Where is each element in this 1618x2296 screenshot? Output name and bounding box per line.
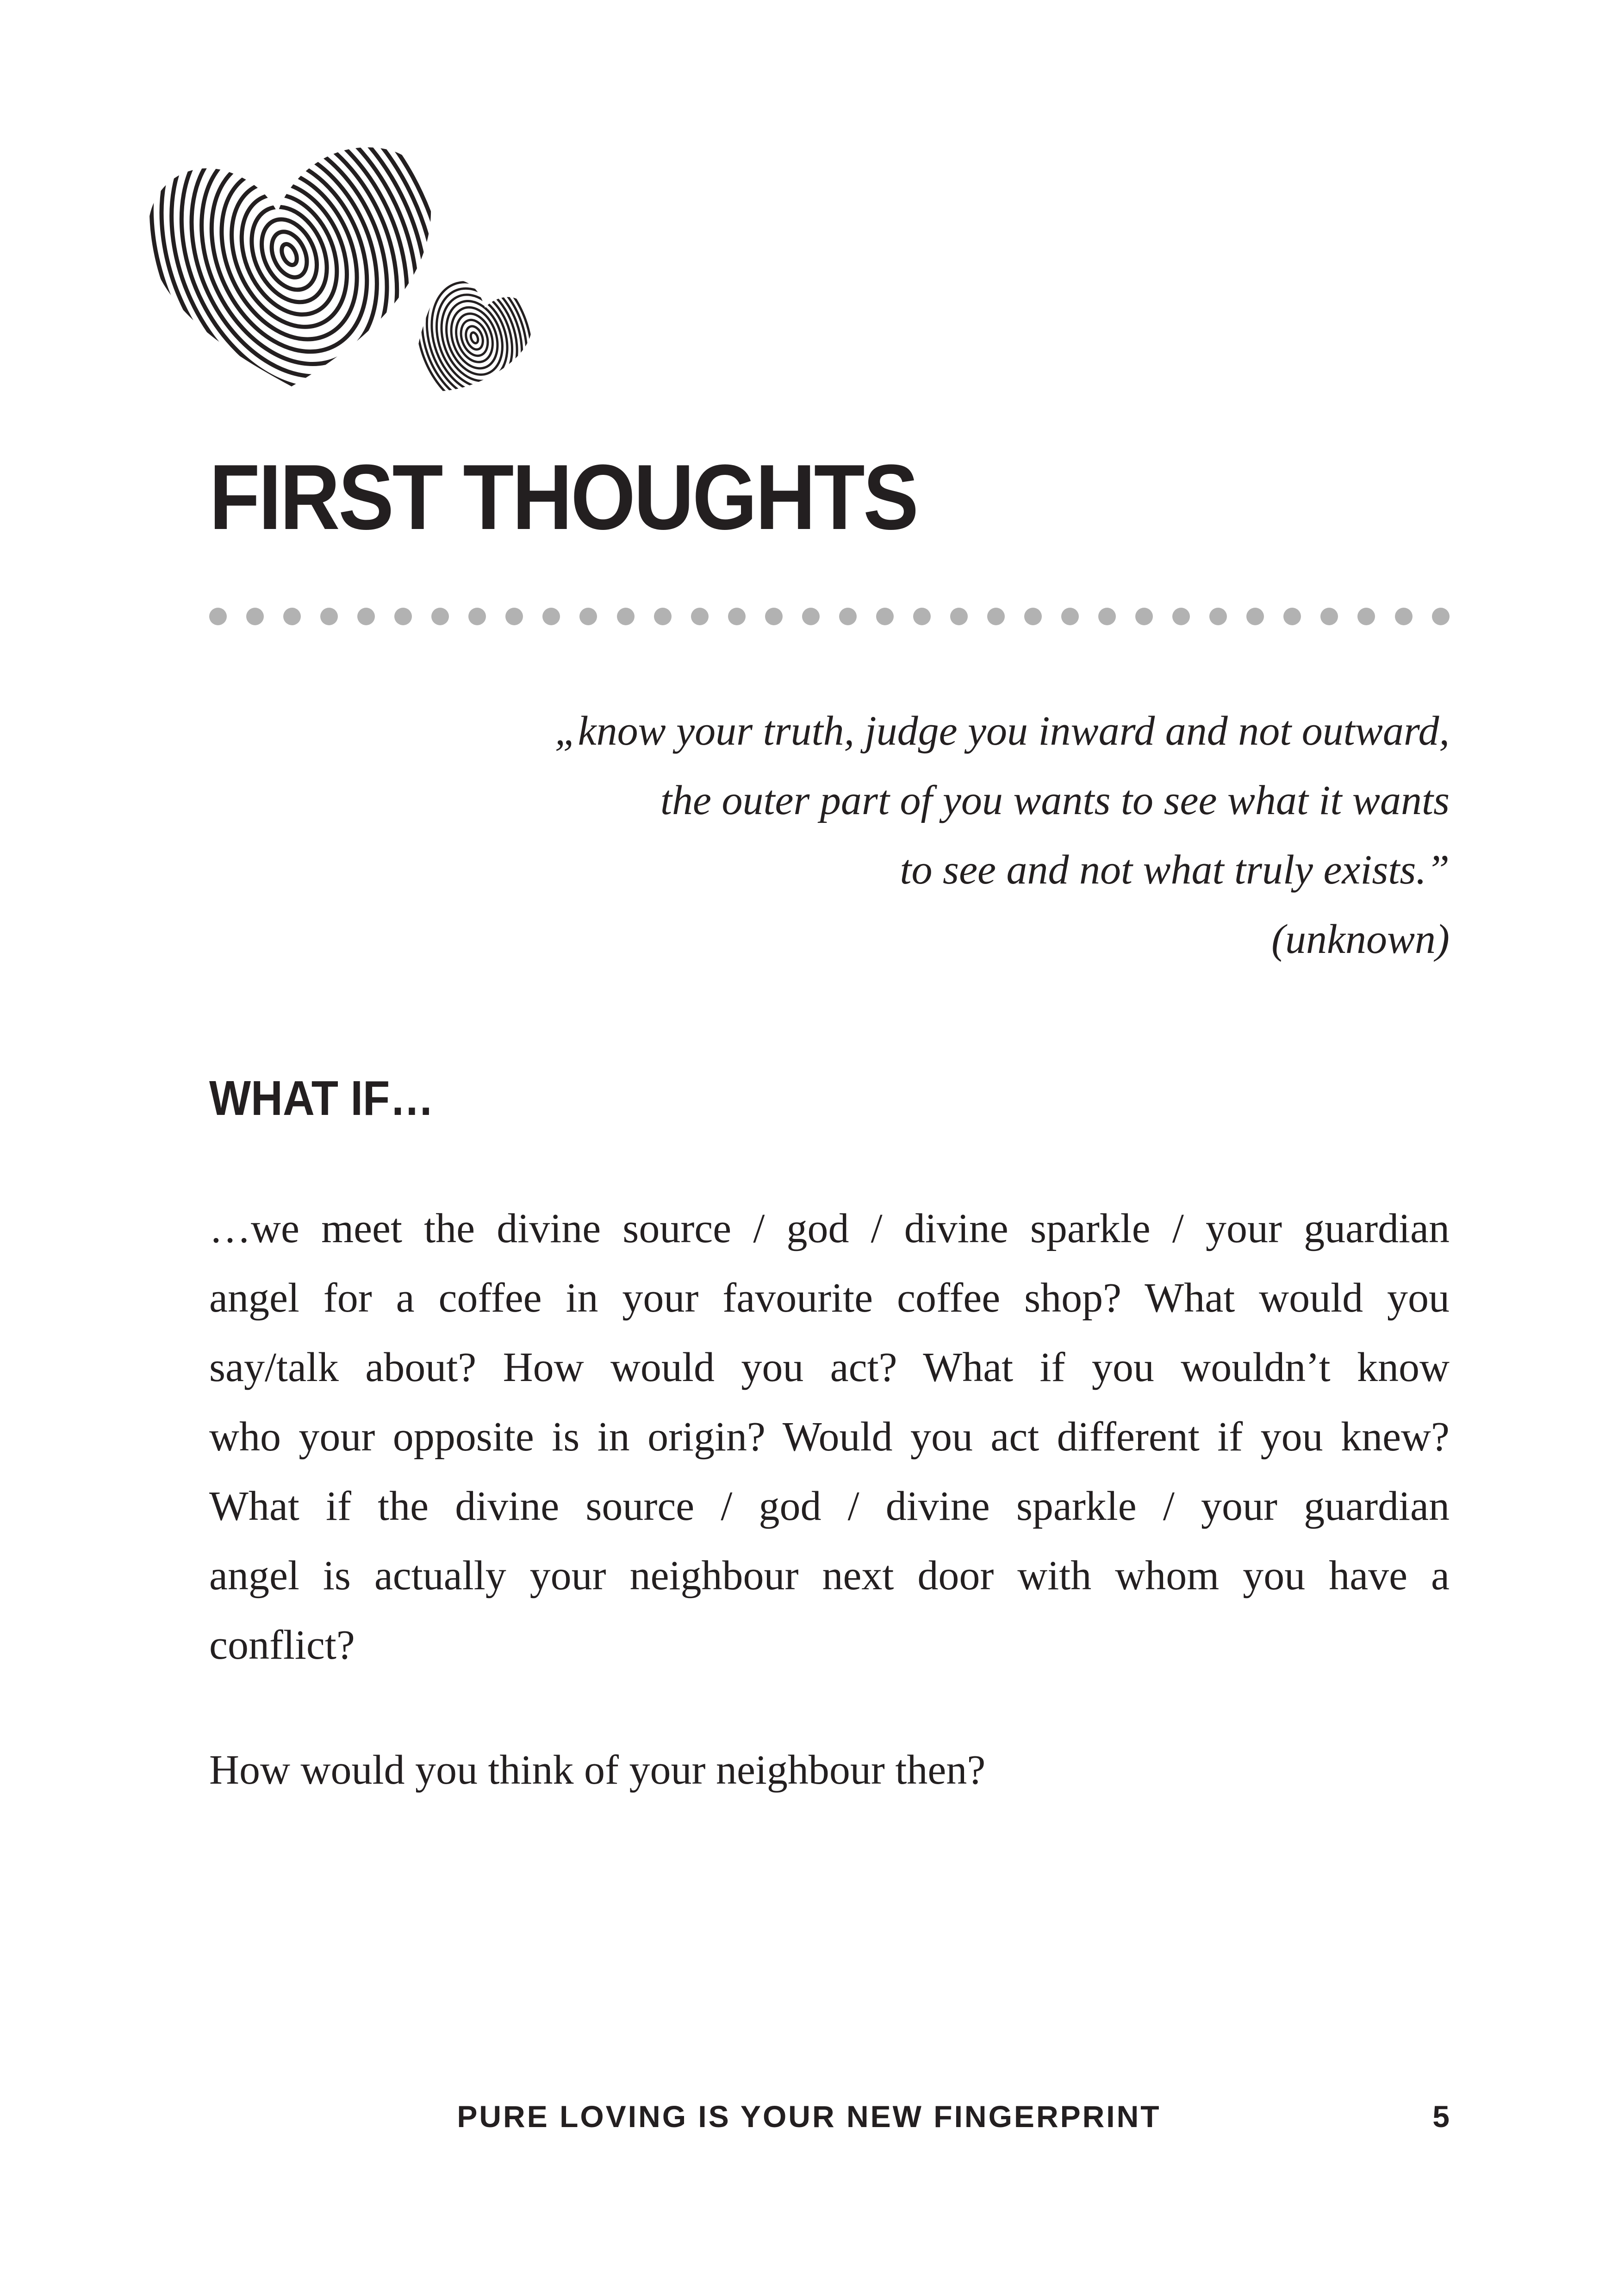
running-footer-title: PURE LOVING IS YOUR NEW FINGERPRINT [457, 2099, 1161, 2134]
paragraph-line: …we meet the divine source / god / divine sparkle / your guardian [209, 1206, 1450, 1251]
paragraph-line: angel is actually your neighbour next door with whom you have a [209, 1553, 1450, 1599]
quote-line: to see and not what truly exists.” [900, 847, 1450, 893]
fingerprint-hearts-icon [139, 139, 555, 398]
section-heading: WHAT IF… [209, 1071, 434, 1126]
paragraph-line: angel for a coffee in your favourite coffee shop? What would you [209, 1275, 1450, 1321]
paragraph-line: What if the divine source / god / divine sparkle / your guardian [209, 1483, 1450, 1529]
body-paragraph [209, 1194, 1450, 1680]
body-paragraph [209, 1736, 1450, 1805]
epigraph-quote [555, 697, 1450, 974]
dotted-divider [209, 607, 1450, 626]
page-number: 5 [1432, 2099, 1450, 2134]
paragraph-line: conflict? [209, 1622, 355, 1668]
paragraph-line: say/talk about? How would you act? What if you wouldn’t know [209, 1344, 1450, 1390]
quote-attribution: (unknown) [1271, 916, 1450, 962]
chapter-title: FIRST THOUGHTS [209, 446, 917, 549]
paragraph-line: How would you think of your neighbour then? [209, 1747, 986, 1793]
quote-line: „know your truth, judge you inward and not outward, [554, 708, 1450, 754]
paragraph-line: who your opposite is in origin? Would you act different if you knew? [209, 1414, 1450, 1460]
quote-line: the outer part of you wants to see what it wants [660, 778, 1450, 823]
